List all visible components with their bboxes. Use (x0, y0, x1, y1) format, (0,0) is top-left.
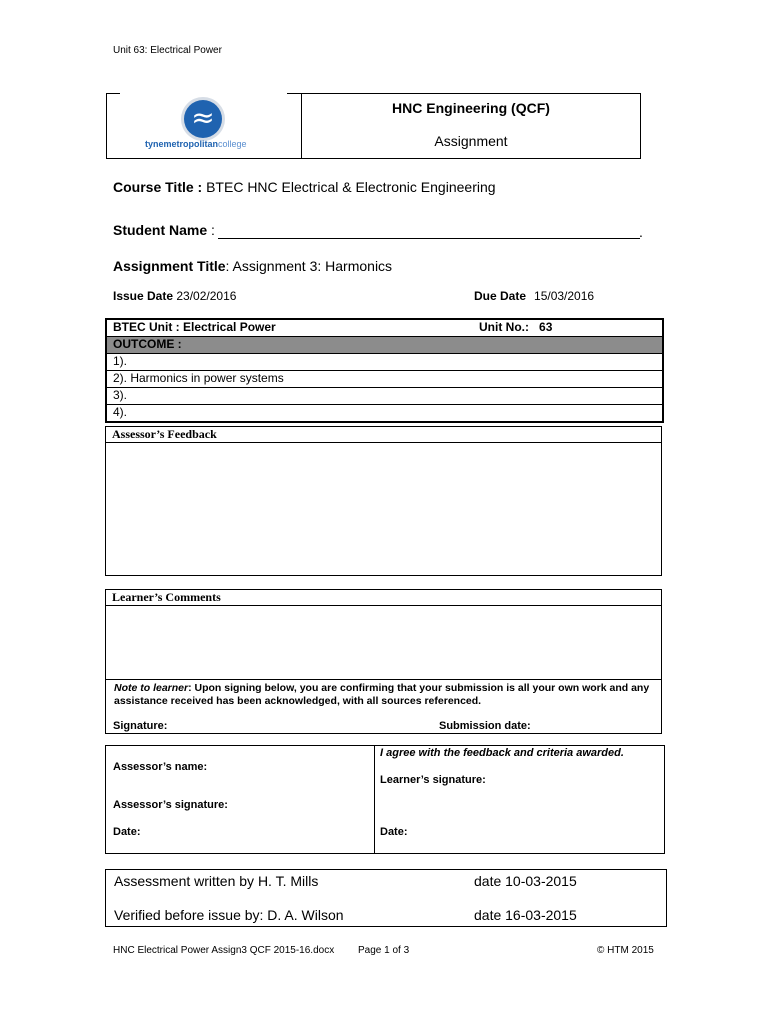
issue-date (113, 289, 236, 303)
unit-table-header (107, 320, 662, 337)
outcome-row: 3). (107, 388, 662, 405)
issue-date-value: 23/02/2016 (176, 289, 237, 303)
assessor-feedback-heading: Assessor’s Feedback (106, 427, 661, 443)
note-to-learner: Note to learner: Upon signing below, you are confirming that your submission is all your own work and any assistance received has been acknowledged, with all sources referenced. (114, 682, 650, 707)
student-name-colon: : (211, 222, 215, 238)
outcome-row: 2). Harmonics in power systems (107, 371, 662, 388)
signoff-divider (374, 746, 375, 853)
student-name-row (113, 222, 648, 238)
outcome-header: OUTCOME : (107, 337, 662, 354)
due-date-value: 15/03/2016 (534, 289, 595, 303)
header-unit-title: Unit 63: Electrical Power (113, 45, 222, 56)
course-title-value: BTEC HNC Electrical & Electronic Engineering (206, 179, 496, 195)
course-title-label: Course Title : (113, 179, 203, 195)
footer-copyright: © HTM 2015 (597, 945, 654, 956)
college-logo-text: tynemetropolitancollege (145, 139, 247, 149)
agree-statement: I agree with the feedback and criteria awarded. (380, 747, 624, 759)
waves-icon: ≈ (191, 101, 215, 134)
assignment-title (113, 258, 392, 274)
assessor-signature-label: Assessor’s signature: (113, 799, 228, 811)
college-logo-icon (184, 100, 222, 138)
outcome-row: 1). (107, 354, 662, 371)
title-box (106, 93, 641, 159)
learner-comments-heading: Learner’s Comments (106, 590, 661, 606)
assessor-feedback-area[interactable] (106, 443, 661, 576)
footer-page-number: Page 1 of 3 (358, 945, 410, 956)
learner-signature-label-2: Learner’s signature: (380, 774, 486, 786)
written-by: Assessment written by H. T. Mills (114, 873, 319, 889)
assignment-title-value: : Assignment 3: Harmonics (225, 258, 393, 274)
outcome-row: 4). (113, 405, 128, 419)
unit-table (105, 318, 664, 423)
assessor-name-label: Assessor’s name: (113, 761, 208, 773)
assignment-title-label: Assignment Title (113, 258, 226, 274)
student-name-label: Student Name (113, 222, 208, 238)
unit-label: BTEC Unit : Electrical Power (113, 320, 276, 334)
learner-comments-box (105, 589, 662, 734)
verified-date: date 16-03-2015 (474, 907, 577, 923)
learner-date-label: Date: (380, 826, 408, 838)
course-title (113, 179, 496, 195)
footer-document-name: HNC Electrical Power Assign3 QCF 2015-16.docx (113, 945, 335, 956)
student-name-field[interactable] (218, 238, 640, 239)
logo-top-gap (120, 92, 287, 96)
learner-signature-label: Signature: (113, 720, 168, 732)
document-type: Assignment (434, 133, 508, 149)
learner-comments-area[interactable] (106, 606, 661, 680)
assessor-date-label: Date: (113, 826, 141, 838)
submission-date-label: Submission date: (439, 720, 531, 732)
unit-number: Unit No.: 63 (479, 320, 553, 334)
written-date: date 10-03-2015 (474, 873, 577, 889)
qualification-title: HNC Engineering (QCF) (392, 100, 550, 116)
due-date-label: Due Date (474, 289, 527, 303)
assessor-feedback-box (105, 426, 662, 576)
due-date (474, 289, 594, 303)
verified-by: Verified before issue by: D. A. Wilson (114, 907, 344, 923)
student-name-end: . (639, 224, 643, 240)
assessment-authorship-box (105, 869, 667, 927)
assessor-signoff-box (105, 745, 665, 854)
issue-date-label: Issue Date (113, 289, 174, 303)
